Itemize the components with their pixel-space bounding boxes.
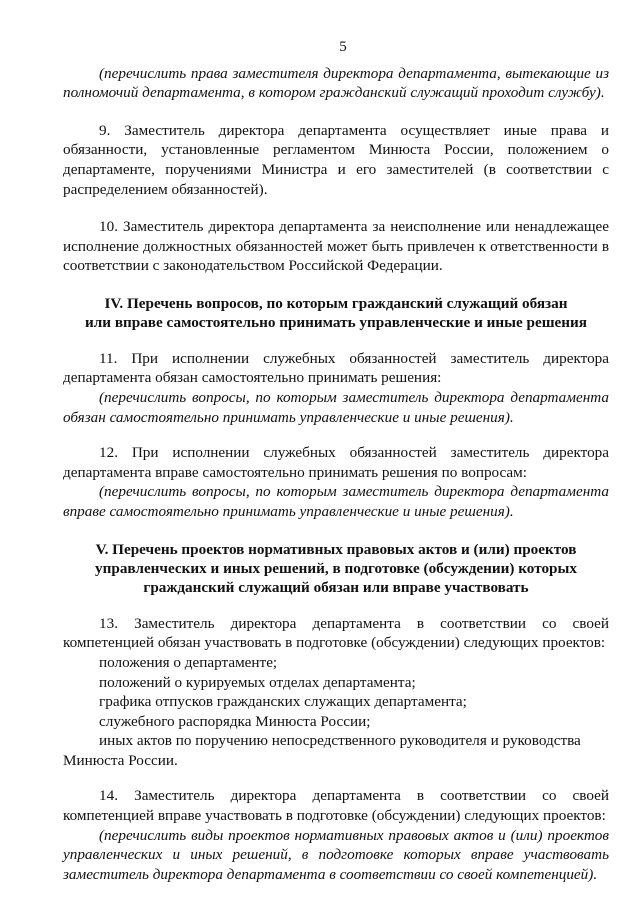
paragraph-13-item-2: положений о курируемых отделах департамента; bbox=[99, 673, 416, 691]
section-5-heading-line-1: V. Перечень проектов нормативных правовых актов и (или) проектов bbox=[95, 540, 577, 558]
paragraph-9: 9. Заместитель директора департамента осуществляет иные права и обязанности, установленные регламентом Минюста России, положением о департаменте, поручениями Министра и его заместителей (в соответствии с распределением обязанностей). bbox=[63, 121, 609, 198]
paragraph-13-item-5-continuation: Минюста России. bbox=[63, 751, 178, 769]
paragraph-13: 13. Заместитель директора департамента в соответствии со своей компетенцией обязан участвовать в подготовке (обсуждении) следующих проектов: bbox=[63, 614, 609, 652]
paragraph-10: 10. Заместитель директора департамента за неисполнение или ненадлежащее исполнение должностных обязанностей может быть привлечен к ответственности в соответствии с законодательством Российской Федерации. bbox=[63, 218, 609, 275]
paragraph-13-item-4: служебного распорядка Минюста России; bbox=[99, 712, 371, 730]
document-page bbox=[63, 38, 609, 884]
section-4-heading bbox=[63, 294, 609, 333]
page-number: 5 bbox=[339, 39, 347, 55]
paragraph-11-note: (перечислить вопросы, по которым заместитель директора департамента обязан самостоятельно принимать управленческие и иные решения). bbox=[63, 388, 609, 426]
paragraph-13-item-5: иных актов по поручению непосредственного руководителя и руководства bbox=[99, 732, 581, 750]
paragraph-11: 11. При исполнении служебных обязанностей заместитель директора департамента обязан самостоятельно принимать решения: bbox=[63, 349, 609, 387]
paragraph-13-item-1: положения о департаменте; bbox=[99, 653, 278, 671]
paragraph-13-item-3: графика отпусков гражданских служащих департамента; bbox=[99, 693, 467, 711]
intro-note: (перечислить права заместителя директора департамента, вытекающие из полномочий департамента, в котором гражданский служащий проходит службу). bbox=[63, 64, 609, 102]
section-4-heading-line-1: IV. Перечень вопросов, по которым гражданский служащий обязан bbox=[104, 294, 568, 312]
section-5-heading-line-2: управленческих и иных решений, в подготовке (обсуждении) которых bbox=[95, 559, 577, 577]
paragraph-14: 14. Заместитель директора департамента в соответствии со своей компетенцией вправе участвовать в подготовке (обсуждении) следующих проектов: bbox=[63, 787, 609, 825]
section-5-heading bbox=[63, 540, 609, 598]
paragraph-12-note: (перечислить вопросы, по которым заместитель директора департамента вправе самостоятельно принимать управленческие и иные решения). bbox=[63, 483, 609, 520]
section-4-heading-line-2: или вправе самостоятельно принимать управленческие и иные решения bbox=[85, 314, 587, 332]
paragraph-14-note: (перечислить виды проектов нормативных правовых актов и (или) проектов управленческих и иных решений, в подготовке которых вправе участвовать заместитель директора департамента в соответствии со своей компетенцией). bbox=[63, 826, 609, 883]
paragraph-12: 12. При исполнении служебных обязанностей заместитель директора департамента вправе самостоятельно принимать решения по вопросам: bbox=[63, 444, 609, 481]
section-5-heading-line-3: гражданский служащий обязан или вправе участвовать bbox=[143, 579, 529, 597]
